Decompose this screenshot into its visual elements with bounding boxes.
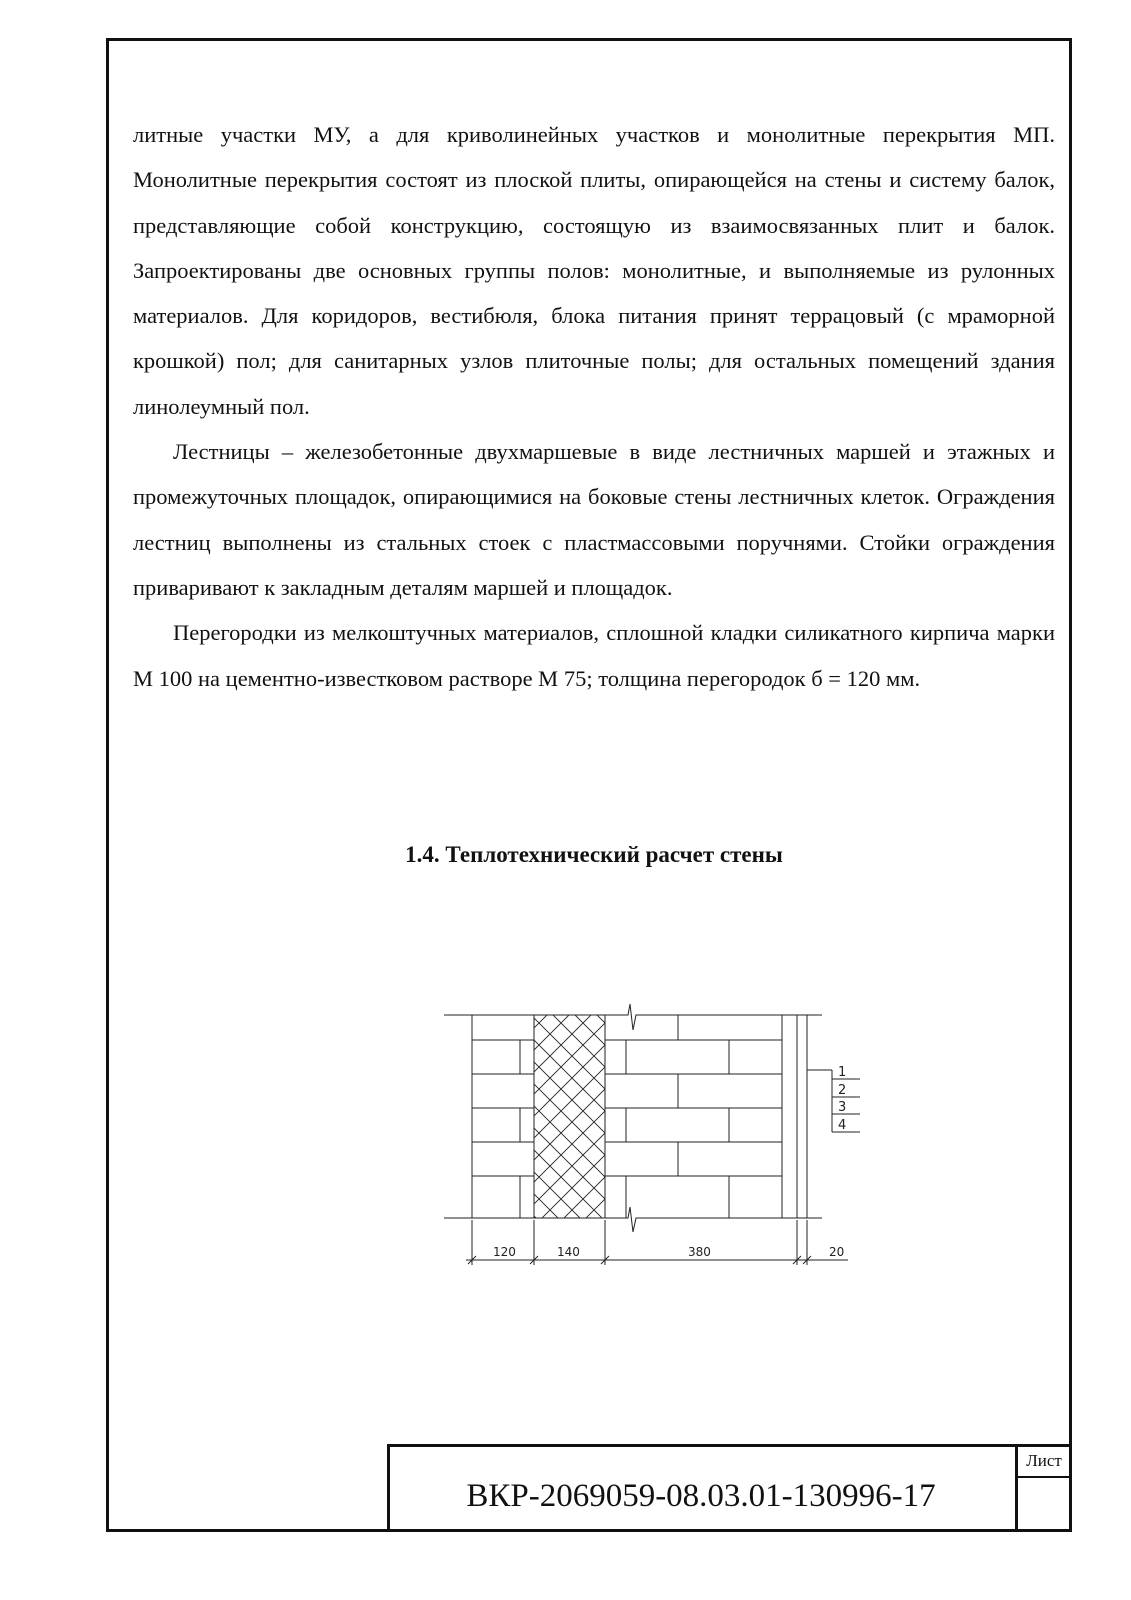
- dimension-label-20: 20: [829, 1245, 845, 1259]
- paragraph-stairs: Лестницы – железобетонные двухмаршевые в виде лестничных маршей и этажных и промежуточных площадок, опирающимися на боковые стены лестничных клеток. Ограждения лестниц выполнены из стальных стоек с пластмассовыми поручнями. Стойки ограждения приваривают к закладным деталям маршей и площадок.: [133, 439, 1055, 600]
- paragraph-floors: литные участки МУ, а для криволинейных участков и монолитные перекрытия МП. Монолитные перекрытия состоят из плоской плиты, опирающейся на стены и систему балок, представляющие собой конструкцию, состоящую из взаимосвязанных плит и балок. Запроектированы две основных группы полов: монолитные, и выполняемые из рулонных материалов. Для коридоров, вестибюля, блока питания принят террацовый (с мраморной крошкой) пол; для санитарных узлов плиточные полы; для остальных помещений здания линолеумный пол.: [133, 122, 1055, 419]
- layer-label-3: 3: [838, 1100, 847, 1115]
- wall-layers: [444, 1004, 860, 1265]
- document-code: ВКР-2069059-08.03.01-130996-17: [466, 1478, 936, 1514]
- layer-label-1: 1: [838, 1065, 847, 1080]
- dimension-label-120: 120: [493, 1245, 516, 1259]
- wall-section-diagram: [433, 998, 873, 1278]
- dimension-label-140: 140: [557, 1245, 580, 1259]
- body-text: [133, 112, 1055, 701]
- sheet-label: Лист: [1026, 1451, 1062, 1470]
- title-block-sheet-rule: [1015, 1476, 1072, 1478]
- layer-label-2: 2: [838, 1083, 847, 1098]
- dimension-label-380: 380: [688, 1245, 711, 1259]
- paragraph-partitions: Перегородки из мелкоштучных материалов, сплошной кладки силикатного кирпича марки М 100 на цементно-известковом растворе М 75; толщина перегородок б = 120 мм.: [133, 620, 1055, 691]
- section-heading: 1.4. Теплотехнический расчет стены: [405, 842, 783, 867]
- title-block: [387, 1444, 1072, 1532]
- title-block-sheet-divider: [1015, 1444, 1018, 1532]
- title-block-top-border: [387, 1444, 1072, 1447]
- layer-label-4: 4: [838, 1118, 847, 1133]
